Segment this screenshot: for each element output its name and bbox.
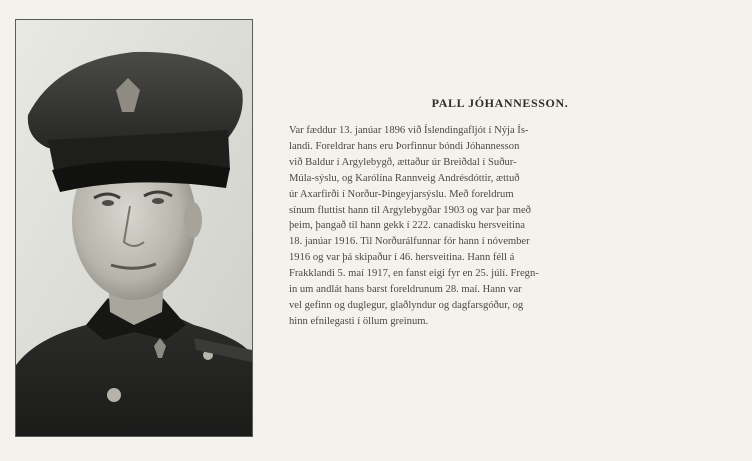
entry-title: PALL JÓHANNESSON. (431, 96, 569, 110)
entry-biography: Var fæddur 13. janúar 1896 við Íslendingafljót í Nýja Ís- landi. Foreldrar hans eru Þorfinnur bóndi Jóhannesson við Baldur í Argylebygð, ættaður úr Breiðdal í Suður- Múla-sýslu, og Karólína Rannveig Andrésdóttir, ættuð úr Axarfirði í Norður-Þingeyjarsýslu. Með foreldrum sínum fluttist hann til Argylebygðar 1903 og var þar með þeim, þangað til hann gekk í 222. canadisku hersveitina 18. janúar 1916. Til Norðurálfunnar fór hann í nóvember 1916 og var þá skipaður í 46. hersveitina. Hann féll á Frakklandi 5. maí 1917, en fanst eigi fyr en 25. júlí. Fregn- in um andlát hans barst foreldrunum 28. maí. Hann var vel gefinn og duglegur, glaðlyndur og dagfarsgóður, og hinn efnilegasti í öllum greinum. (289, 125, 539, 327)
portrait-photo (15, 19, 253, 437)
portrait-image (16, 20, 252, 436)
